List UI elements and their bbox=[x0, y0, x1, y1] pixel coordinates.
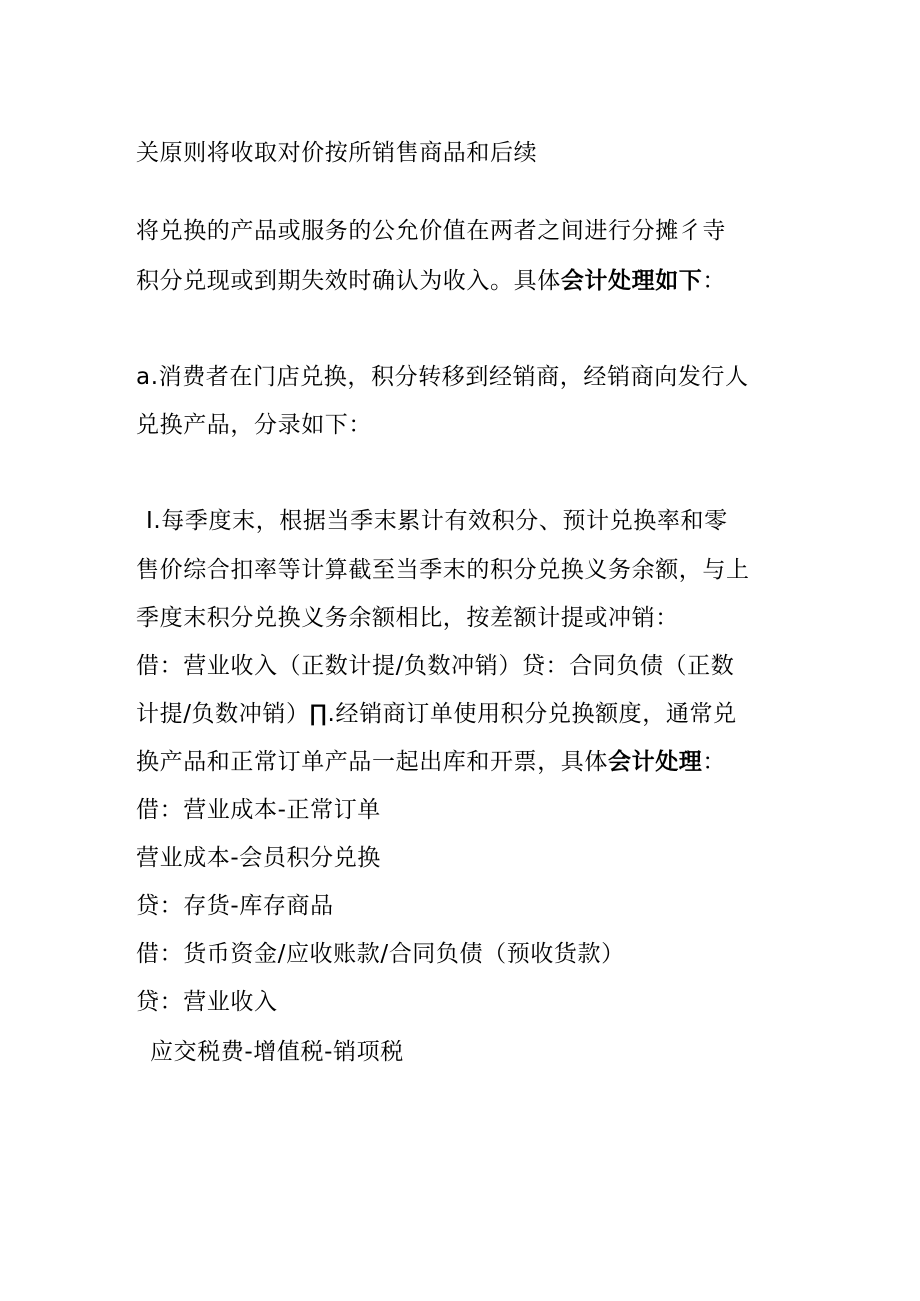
journal-entry-line: 贷：存货-库存商品 bbox=[136, 893, 334, 919]
text-span: 积分兑现或到期失效时确认为收入。具体 bbox=[136, 268, 561, 294]
paragraph-line: 季度末积分兑换义务余额相比，按差额计提或冲销： bbox=[136, 605, 679, 631]
text-span: ： bbox=[702, 749, 727, 775]
paragraph-line: 关原则将收取对价按所销售商品和后续 bbox=[136, 140, 538, 166]
text-span: ： bbox=[702, 268, 727, 294]
bold-text: 会计处理 bbox=[608, 749, 703, 775]
paragraph-line: 将兑换的产品或服务的公允价值在两者之间进行分摊彳寺 bbox=[136, 218, 726, 244]
journal-entry-line: 营业成本-会员积分兑换 bbox=[136, 845, 381, 871]
journal-entry-line: 贷：营业收入 bbox=[136, 989, 278, 1015]
paragraph-line: 售价综合扣率等计算截至当季末的积分兑换义务余额，与上 bbox=[136, 557, 750, 583]
journal-entry-line: 借：货币资金/应收账款/合同负债（预收货款） bbox=[136, 941, 625, 967]
paragraph-line: I.每季度末，根据当季末累计有效积分、预计兑换率和零 bbox=[146, 508, 728, 534]
journal-entry-line: 借：营业成本-正常订单 bbox=[136, 797, 381, 823]
paragraph-line: 兑换产品，分录如下： bbox=[136, 412, 372, 438]
journal-entry-line: 应交税费-增值税-销项税 bbox=[150, 1039, 404, 1065]
text-span: 换产品和正常订单产品一起出库和开票，具体 bbox=[136, 749, 608, 775]
paragraph-line: 借：营业收入（正数计提/负数冲销）贷：合同负债（正数 bbox=[136, 653, 735, 679]
paragraph-line bbox=[136, 266, 726, 296]
paragraph-line bbox=[136, 747, 726, 777]
bold-text: 会计处理如下 bbox=[560, 268, 703, 294]
paragraph-line: 计提/负数冲销）∏.经销商订单使用积分兑换额度，通常兑 bbox=[136, 701, 737, 727]
paragraph-line: a.消费者在门店兑换，积分转移到经销商，经销商向发行人 bbox=[136, 364, 749, 390]
